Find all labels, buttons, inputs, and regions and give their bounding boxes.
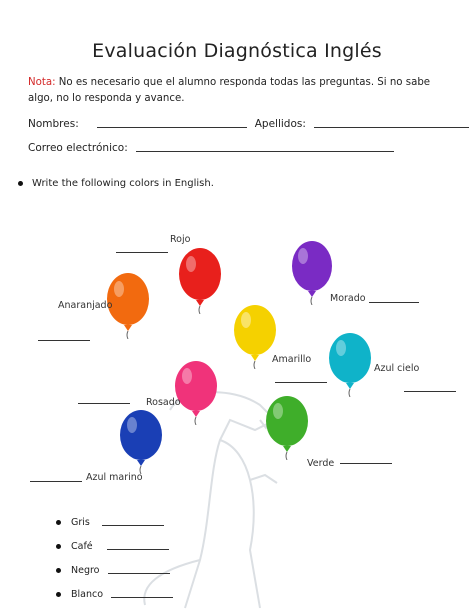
- balloon-morado: [289, 241, 335, 305]
- list-item-label: Blanco: [71, 588, 104, 600]
- note-label: Nota:: [28, 77, 56, 88]
- answer-line-gris[interactable]: [102, 525, 164, 526]
- instruction-item: [18, 178, 214, 189]
- list-item-label: Negro: [71, 564, 100, 576]
- answer-line-rosado[interactable]: [78, 403, 130, 404]
- balloon-azul-cielo: [327, 333, 373, 397]
- answer-line-azul-marino[interactable]: [30, 481, 82, 482]
- nombres-field[interactable]: [97, 127, 247, 128]
- bottom-color-list: [56, 510, 173, 606]
- correo-label: Correo electrónico:: [28, 142, 128, 154]
- name-row: [28, 118, 469, 130]
- note-text: No es necesario que el alumno responda todas las preguntas. Si no sabe algo, no lo responda y avance.: [28, 77, 431, 104]
- label-verde: Verde: [307, 458, 335, 469]
- answer-line-amarillo[interactable]: [275, 382, 327, 383]
- instruction-text: Write the following colors in English.: [32, 178, 214, 189]
- label-anaranjado: Anaranjado: [58, 300, 113, 311]
- answer-line-cafe[interactable]: [107, 549, 169, 550]
- label-azul-marino: Azul marino: [86, 472, 143, 483]
- bullet-icon: [56, 592, 61, 597]
- label-azul-cielo: Azul cielo: [374, 363, 420, 374]
- list-item: [56, 534, 173, 558]
- balloon-verde: [264, 396, 310, 460]
- apellidos-field[interactable]: [314, 127, 469, 128]
- label-rosado: Rosado: [146, 397, 181, 408]
- label-rojo: Rojo: [170, 234, 191, 245]
- apellidos-label: Apellidos:: [254, 118, 306, 130]
- list-item-label: Gris: [71, 516, 90, 528]
- answer-line-blanco[interactable]: [111, 597, 173, 598]
- bullet-icon: [56, 544, 61, 549]
- label-amarillo: Amarillo: [272, 354, 312, 365]
- page-title: Evaluación Diagnóstica Inglés: [92, 40, 382, 62]
- answer-line-morado[interactable]: [369, 302, 419, 303]
- list-item-label: Café: [71, 540, 93, 552]
- bullet-icon: [18, 181, 23, 186]
- answer-line-negro[interactable]: [108, 573, 170, 574]
- answer-line-rojo[interactable]: [116, 252, 168, 253]
- list-item: [56, 510, 173, 534]
- answer-line-verde[interactable]: [340, 463, 392, 464]
- answer-line-azul-cielo[interactable]: [404, 391, 456, 392]
- bullet-icon: [56, 520, 61, 525]
- email-row: [28, 142, 394, 154]
- nombres-label: Nombres:: [28, 118, 79, 130]
- balloon-rojo: [176, 248, 224, 314]
- balloon-azul-marino: [118, 410, 164, 474]
- label-morado: Morado: [330, 293, 366, 304]
- answer-line-anaranjado[interactable]: [38, 340, 90, 341]
- correo-field[interactable]: [136, 151, 394, 152]
- balloon-rosado: [173, 361, 219, 425]
- list-item: [56, 558, 173, 582]
- bullet-icon: [56, 568, 61, 573]
- note-paragraph: [28, 75, 448, 107]
- list-item: [56, 582, 173, 606]
